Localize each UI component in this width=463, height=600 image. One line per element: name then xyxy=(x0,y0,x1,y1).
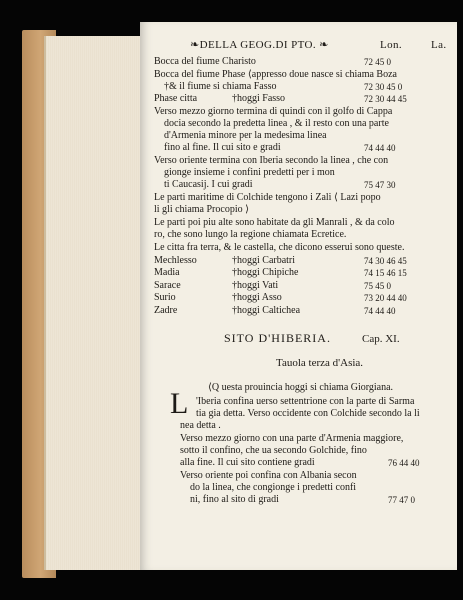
degree-values: 73 20 44 40 xyxy=(364,293,407,303)
degree-values: 72 30 44 45 xyxy=(364,94,407,104)
text-line: Le parti poi piu alte sono habitate da gli Manrali , & da colo xyxy=(154,217,395,228)
text-line: fino al fine. Il cui sito e gradi xyxy=(164,142,281,153)
city-name: Madia xyxy=(154,267,180,278)
text-line: sotto il confino, che ua secondo Golchide, fino xyxy=(180,445,367,456)
text-line: Phase citta xyxy=(154,93,198,104)
running-head-book: Lon. xyxy=(380,39,403,51)
degree-values: 74 15 46 15 xyxy=(364,268,407,278)
folio-number: La. xyxy=(431,39,447,51)
degree-values: 77 47 0 xyxy=(388,495,415,505)
modern-name: †hoggi Carbatri xyxy=(232,255,296,266)
modern-name: †hoggi Vati xyxy=(232,280,279,291)
text-line: Verso mezzo giorno con una parte d'Armenia maggiore, xyxy=(180,433,404,444)
modern-name: †hoggi Caltichea xyxy=(232,305,301,316)
text-line: Verso mezzo giorno termina di quindi con il golfo di Cappa xyxy=(154,106,393,117)
text-line: Le citta fra terra, & le castella, che dicono esserui sono queste. xyxy=(154,242,405,253)
chapter-label: Cap. XI. xyxy=(362,333,400,345)
text-line: li gli chiama Procopio ⟩ xyxy=(154,204,249,215)
city-name: Sarace xyxy=(154,280,181,291)
city-name: Surio xyxy=(154,292,176,303)
text-line: do la linea, che congionge i predetti confi xyxy=(190,482,357,493)
city-name: Mechlesso xyxy=(154,255,197,266)
degree-values: 75 45 0 xyxy=(364,281,391,291)
text-line: †& il fiume si chiama Fasso xyxy=(164,81,277,92)
degree-values: 72 45 0 xyxy=(364,57,391,67)
city-name: Zadre xyxy=(154,305,178,316)
section-title: SITO D'HIBERIA. xyxy=(224,331,331,345)
page-edges xyxy=(44,36,144,570)
text-line: docia secondo la predetta linea , & il resto con una parte xyxy=(164,118,389,129)
book xyxy=(22,22,457,578)
text-line: ro, che sono lungo la regione chiamata Ecretice. xyxy=(154,229,347,240)
degree-values: 72 30 45 0 xyxy=(364,82,403,92)
text-line: 'Iberia confina uerso settentrione con la parte di Sarma xyxy=(196,396,415,407)
text-line: Verso oriente poi confina con Albania secon xyxy=(180,470,357,481)
text-line: Le parti maritime di Colchide tengono i Zali ⟨ Lazi popo xyxy=(154,192,381,203)
text-line: ni, fino al sito di gradi xyxy=(190,494,279,505)
modern-name: †hoggi Asso xyxy=(232,292,282,303)
degree-values: 74 30 46 45 xyxy=(364,256,407,266)
text-line: Verso oriente termina con Iberia secondo la linea , che con xyxy=(154,155,389,166)
text-line: Bocca del fiume Phase ⟨appresso doue nasce si chiama Boza xyxy=(154,69,397,80)
degree-values: 76 44 40 xyxy=(388,458,420,468)
drop-capital: L xyxy=(170,387,189,420)
text-line: ⟨Q uesta prouincia hoggi si chiama Giorgiana. xyxy=(208,382,394,393)
text-line: Bocca del fiume Charisto xyxy=(154,56,256,67)
text-line: †hoggi Fasso xyxy=(232,93,286,104)
running-head: ❧DELLA GEOG.DI PTO. ❧ xyxy=(190,39,329,51)
degree-values: 74 44 40 xyxy=(364,143,396,153)
section-subtitle: Tauola terza d'Asia. xyxy=(276,357,364,369)
degree-values: 75 47 30 xyxy=(364,180,396,190)
modern-name: †hoggi Chipiche xyxy=(232,267,299,278)
text-line: nea detta . xyxy=(180,420,221,431)
book-page xyxy=(140,22,457,570)
text-line: gionge insieme i confini predetti per i mon xyxy=(164,167,335,178)
text-line: d'Armenia minore per la medesima linea xyxy=(164,130,327,141)
text-line: tia gia detta. Verso occidente con Colchide secondo la li xyxy=(196,408,420,419)
text-line: ti Caucasij. I cui gradi xyxy=(164,179,253,190)
degree-values: 74 44 40 xyxy=(364,306,396,316)
text-line: alla fine. Il cui sito contiene gradi xyxy=(180,457,315,468)
